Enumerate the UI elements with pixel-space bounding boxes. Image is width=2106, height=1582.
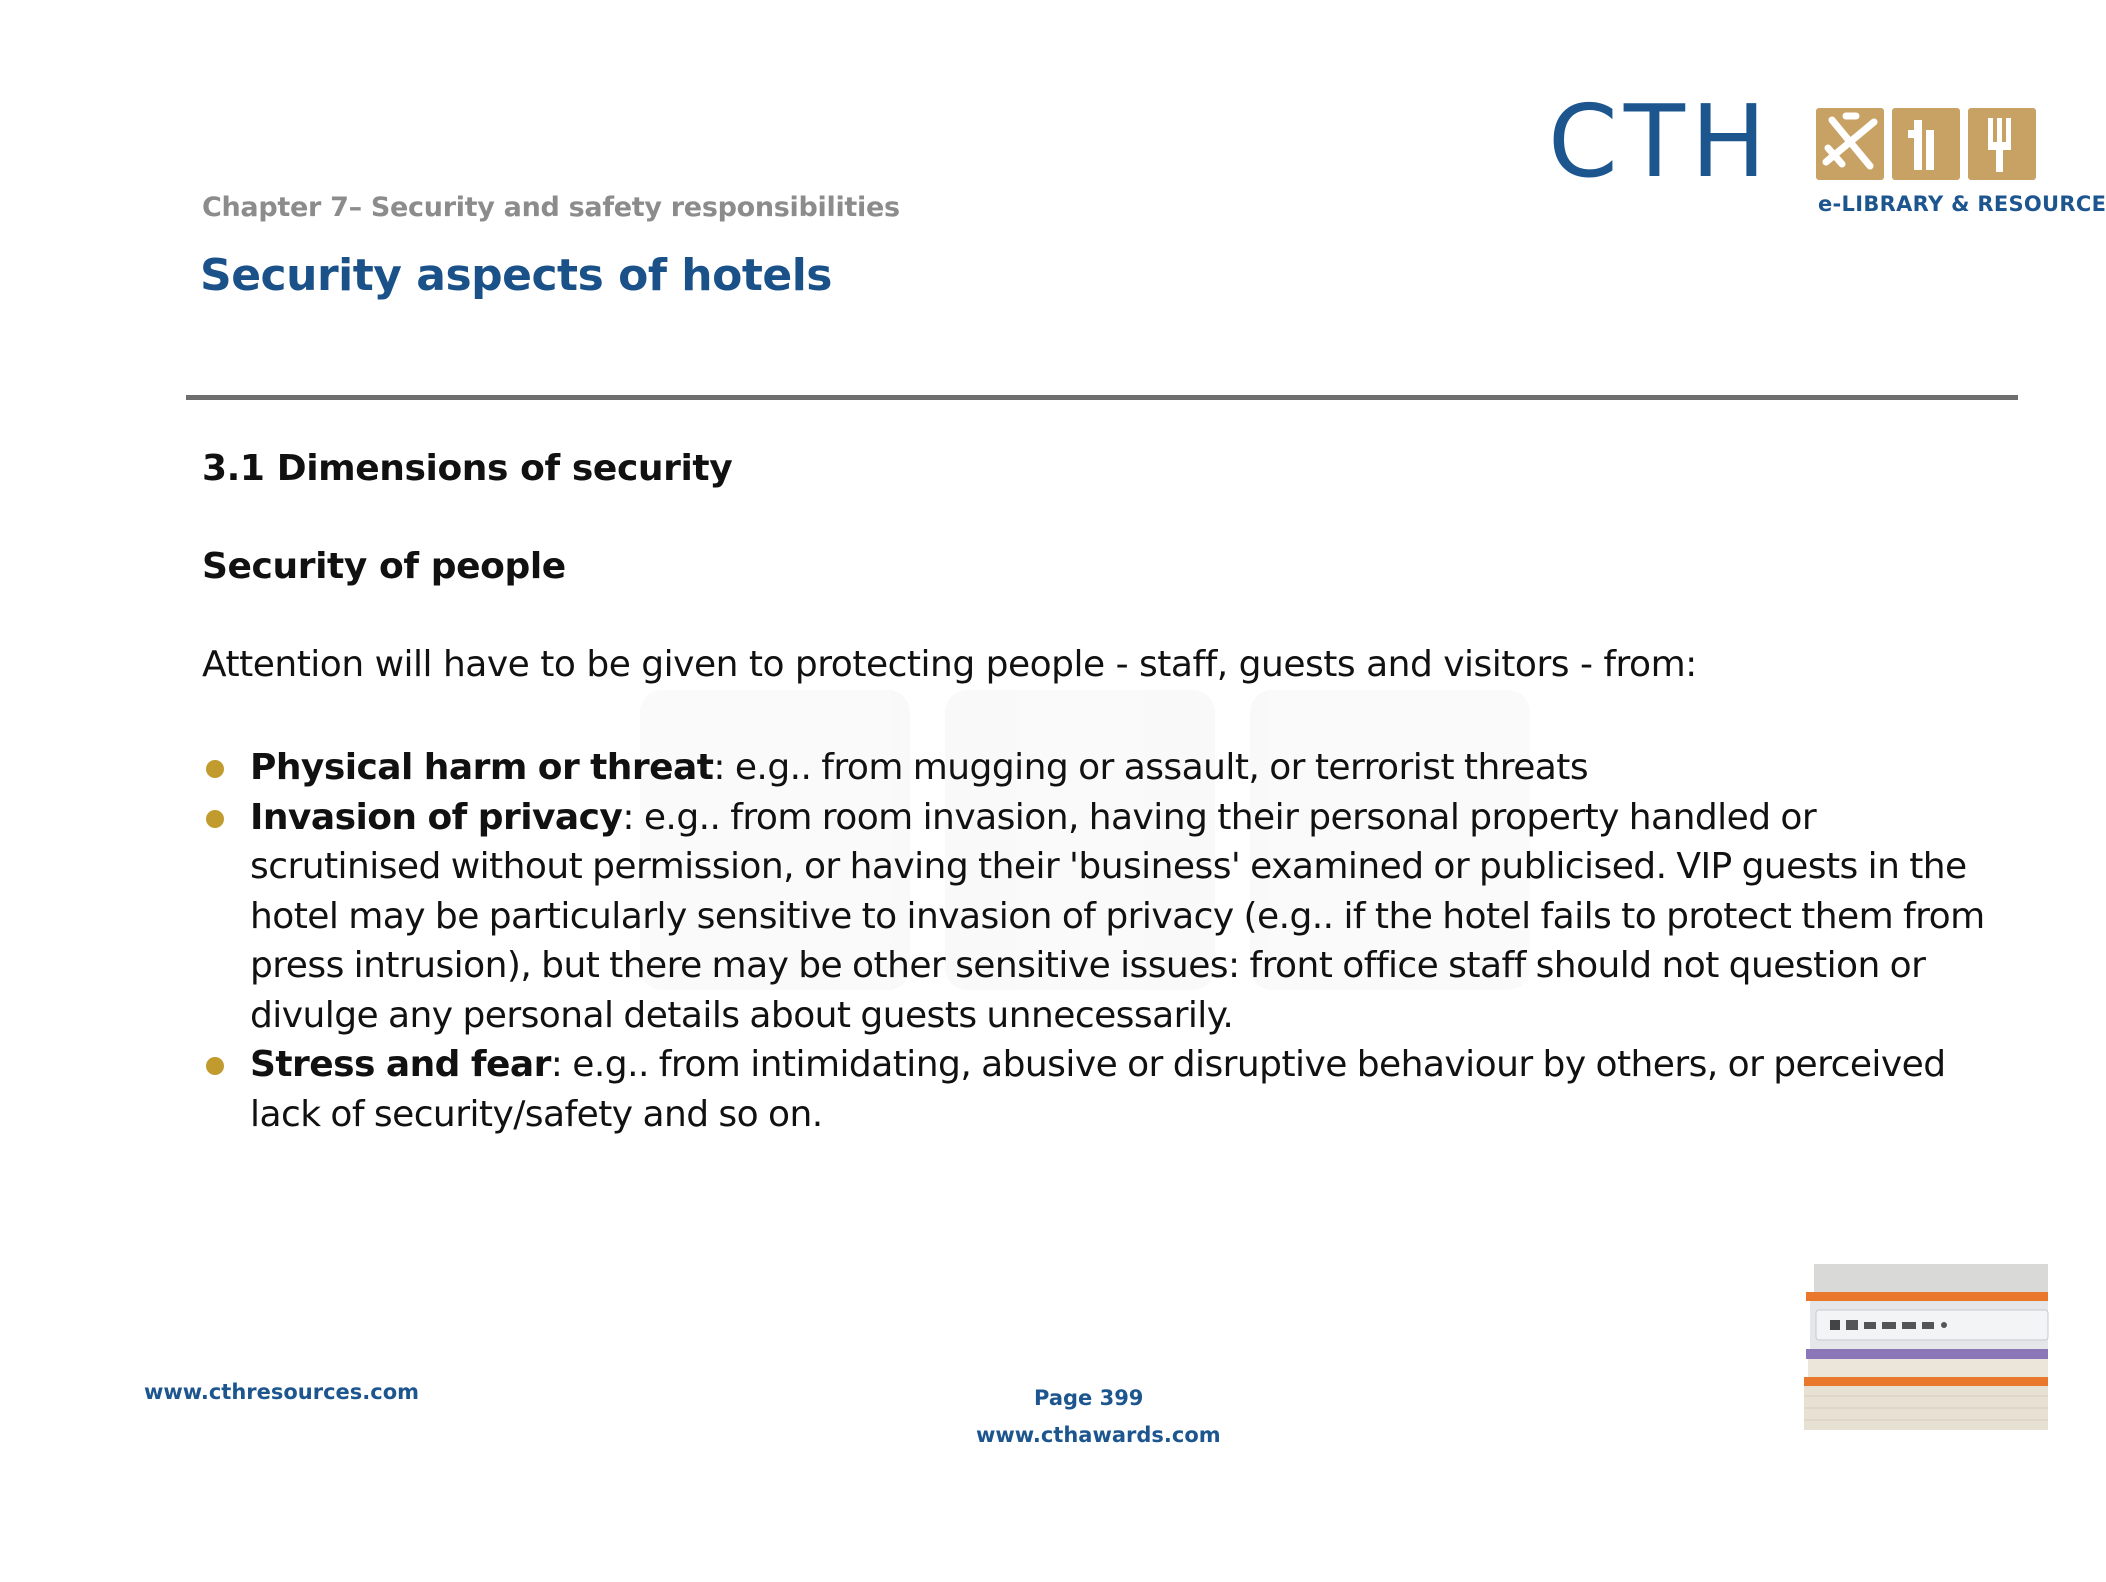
section-heading: 3.1 Dimensions of security — [202, 448, 733, 489]
list-item — [202, 743, 2012, 793]
intro-paragraph: Attention will have to be given to protecting people - staff, guests and visitors - from: — [202, 644, 1697, 685]
fork-icon — [1968, 108, 2036, 180]
page-number: Page 399 — [1034, 1386, 1144, 1410]
airplane-icon — [1816, 108, 1884, 180]
bullet-icon — [206, 810, 224, 828]
subsection-heading: Security of people — [202, 546, 566, 587]
logo-text: CTH — [1548, 83, 1773, 200]
list-item — [202, 1040, 2012, 1139]
header-divider — [186, 395, 2018, 400]
chapter-label: Chapter 7– Security and safety responsibilities — [202, 192, 900, 223]
bullet-icon — [206, 760, 224, 778]
page-title: Security aspects of hotels — [200, 250, 832, 301]
bullet-text: : e.g.. from mugging or assault, or terrorist threats — [713, 747, 1589, 788]
bullet-text: : e.g.. from room invasion, having their personal property handled or scrutinised without permission, or having their 'business' examined or publicised. VIP guests in the hotel may be particularly sensitive to invasion of privacy (e.g.. if the hotel fails to protect them from press intrusion), but there may be other sensitive issues: front office staff should not question or divulge any personal details about guests unnecessarily. — [250, 796, 1985, 1036]
bullet-text: : e.g.. from intimidating, abusive or disruptive behaviour by others, or perceived lack of security/safety and so on. — [250, 1044, 1946, 1135]
bullet-term: Stress and fear — [250, 1044, 551, 1085]
books-illustration — [1800, 1262, 2048, 1432]
footer-awards-link[interactable]: www.cthawards.com — [976, 1423, 1221, 1447]
bullet-icon — [206, 1057, 224, 1075]
bullet-term: Invasion of privacy — [250, 796, 623, 838]
footer-resources-link[interactable]: www.cthresources.com — [144, 1380, 420, 1404]
list-item — [202, 793, 2012, 1041]
bullet-list — [202, 743, 2012, 1139]
logo-subtitle: e-LIBRARY & RESOURCE — [1818, 192, 2106, 216]
bullet-term: Physical harm or threat — [250, 747, 714, 788]
building-icon — [1892, 108, 1960, 180]
cth-logo — [1548, 83, 2106, 230]
